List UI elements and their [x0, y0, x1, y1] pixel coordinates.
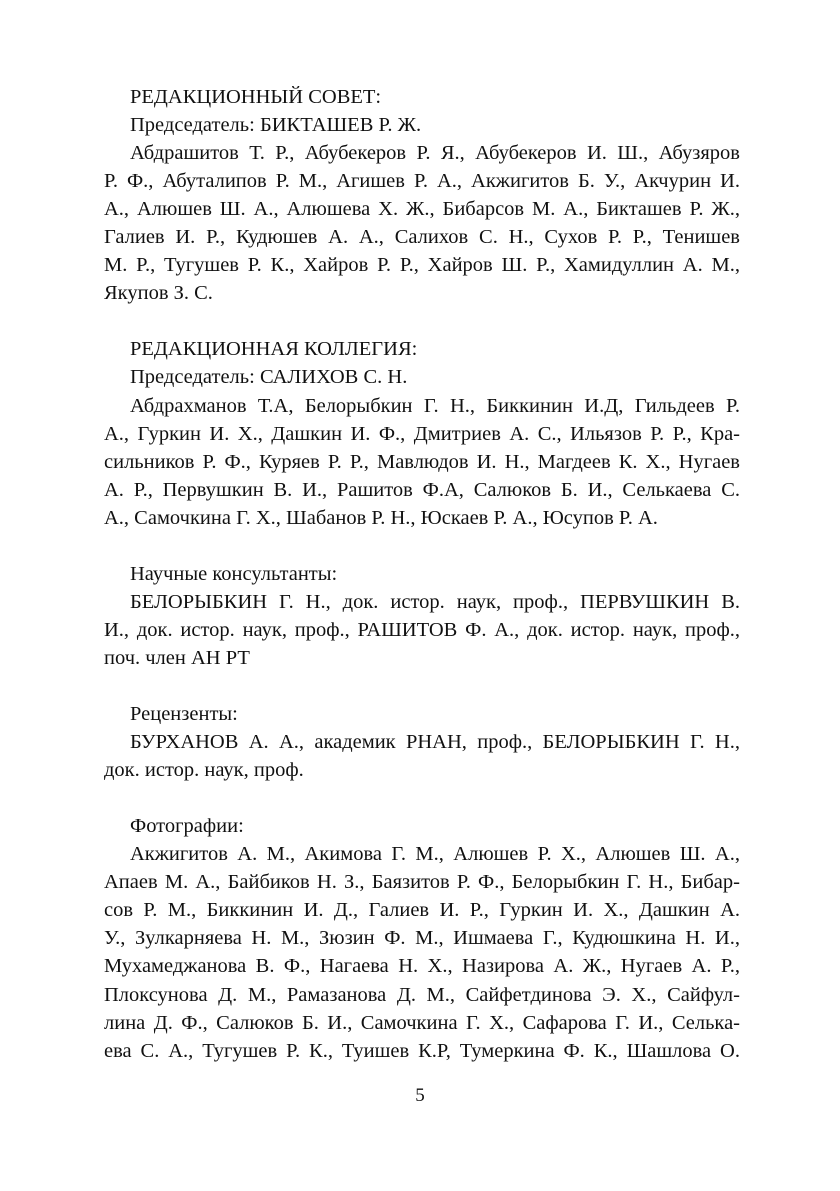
section	[104, 700, 740, 784]
text-line: Мухамеджанова В. Ф., Нагаева Н. Х., Назирова А. Ж., Нугаев А. Р.,	[104, 955, 740, 978]
text-line: док. истор. наук, проф.	[104, 759, 304, 782]
section-heading: РЕДАКЦИОННАЯ КОЛЛЕГИЯ:	[130, 338, 418, 361]
text-line: Абдрахманов Т.А, Белорыбкин Г. Н., Биккинин И.Д, Гильдеев Р.	[130, 394, 740, 417]
text-line: Апаев М. А., Байбиков Н. З., Баязитов Р. Ф., Белорыбкин Г. Н., Бибар-	[104, 871, 740, 894]
section	[104, 812, 740, 1064]
spacer	[104, 672, 740, 700]
text-line: БУРХАНОВ А. А., академик РНАН, проф., БЕЛОРЫБКИН Г. Н.,	[130, 731, 740, 754]
text-line: поч. член АН РТ	[104, 646, 250, 669]
text-line: сов Р. М., Биккинин И. Д., Галиев И. Р., Гуркин И. Х., Дашкин А.	[104, 899, 740, 922]
section-chair: Председатель: САЛИХОВ С. Н.	[130, 366, 408, 389]
text-line: сильников Р. Ф., Куряев Р. Р., Мавлюдов И. Н., Магдеев К. Х., Нугаев	[104, 450, 740, 473]
text-line: ева С. А., Тугушев Р. К., Туишев К.Р, Тумеркина Ф. К., Шашлова О.	[104, 1039, 740, 1062]
section-heading: РЕДАКЦИОННЫЙ СОВЕТ:	[130, 86, 382, 108]
text-line: У., Зулкарняева Н. М., Зюзин Ф. М., Ишмаева Г., Кудюшкина Н. И.,	[104, 927, 740, 950]
section	[104, 335, 740, 531]
text-line: А. Р., Первушкин В. И., Рашитов Ф.А, Салюков Б. И., Селькаева С.	[104, 478, 740, 501]
text-line: А., Гуркин И. Х., Дашкин И. Ф., Дмитриев А. С., Ильязов Р. Р., Кра-	[104, 422, 740, 445]
section-heading: Научные консультанты:	[130, 562, 338, 585]
section	[104, 83, 740, 307]
section-chair: Председатель: БИКТАШЕВ Р. Ж.	[130, 114, 422, 137]
spacer	[104, 307, 740, 335]
text-line: Плоксунова Д. М., Рамазанова Д. М., Сайфетдинова Э. Х., Сайфул-	[104, 983, 740, 1006]
text-line: М. Р., Тугушев Р. К., Хайров Р. Р., Хайров Ш. Р., Хамидуллин А. М.,	[104, 254, 740, 277]
spacer	[104, 532, 740, 560]
spacer	[104, 784, 740, 812]
text-line: И., док. истор. наук, проф., РАШИТОВ Ф. А., док. истор. наук, проф.,	[104, 618, 740, 641]
text-line: Акжигитов А. М., Акимова Г. М., Алюшев Р. Х., Алюшев Ш. А.,	[130, 843, 740, 866]
section-heading: Фотографии:	[130, 815, 244, 838]
text-line: Якупов З. С.	[104, 282, 213, 305]
section	[104, 560, 740, 672]
text-line: А., Самочкина Г. Х., Шабанов Р. Н., Юскаев Р. А., Юсупов Р. А.	[104, 506, 658, 529]
page-number: 5	[415, 1085, 425, 1106]
text-line: Галиев И. Р., Кудюшев А. А., Салихов С. Н., Сухов Р. Р., Тенишев	[104, 226, 740, 249]
text-line: А., Алюшев Ш. А., Алюшева Х. Ж., Бибарсов М. А., Бикташев Р. Ж.,	[104, 198, 740, 221]
text-line: Абдрашитов Т. Р., Абубекеров Р. Я., Абубекеров И. Ш., Абузяров	[130, 142, 740, 165]
text-line: Р. Ф., Абуталипов Р. М., Агишев Р. А., Акжигитов Б. У., Акчурин И.	[104, 170, 740, 193]
text-line: лина Д. Ф., Салюков Б. И., Самочкина Г. Х., Сафарова Г. И., Селька-	[104, 1011, 740, 1034]
section-heading: Рецензенты:	[130, 703, 238, 726]
document-page	[104, 83, 740, 1065]
text-line: БЕЛОРЫБКИН Г. Н., док. истор. наук, проф., ПЕРВУШКИН В.	[130, 590, 740, 613]
